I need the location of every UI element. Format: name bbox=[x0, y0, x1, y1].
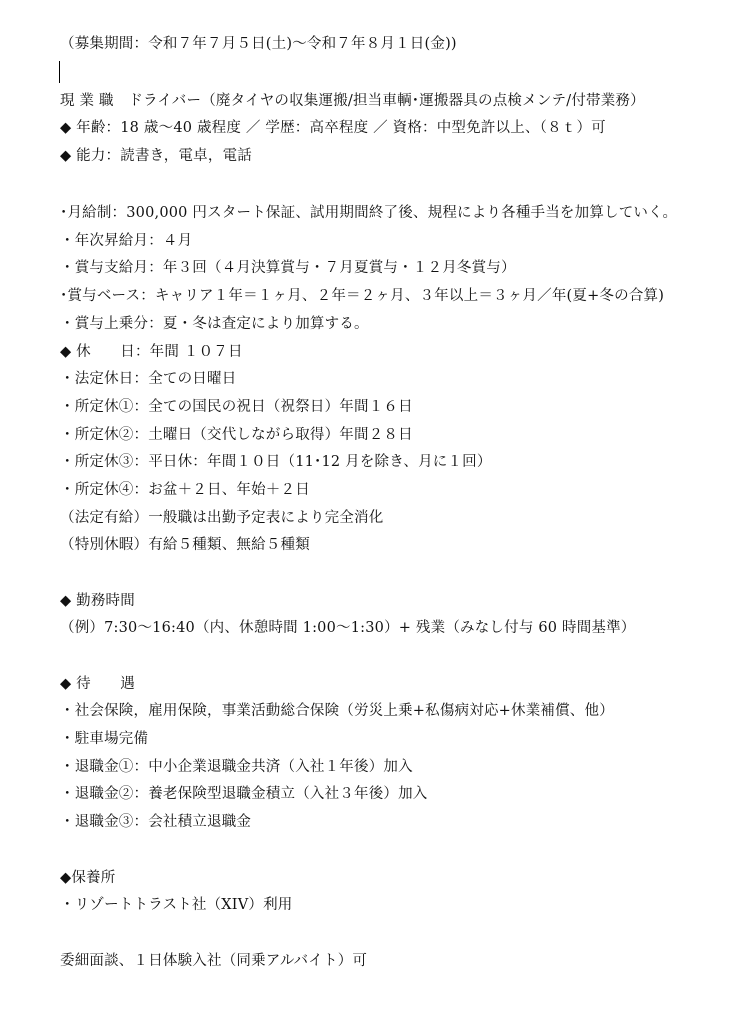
special-leave-line: （特別休暇）有給５種類、無給５種類 bbox=[60, 537, 310, 553]
salary-line: ･月給制：300,000 円スタート保証、試用期間終了後、規程により各種手当を加算していく。 bbox=[60, 205, 678, 221]
job-title-line: 現 業 職 ドライバー（廃タイヤの収集運搬/担当車輌･運搬器具の点検メンテ/付帯業務） bbox=[60, 93, 645, 109]
requirements-line: ◆ 年齢：18 歳～40 歳程度 ／ 学歴：高卒程度 ／ 資格：中型免許以上、（８ｔ）可 bbox=[60, 120, 606, 136]
skills-line: ◆ 能力：読書き，電卓，電話 bbox=[60, 148, 252, 164]
benefit-item: ・退職金③：会社積立退職金 bbox=[60, 814, 252, 830]
holiday-item: ・所定休②：土曜日（交代しながら取得）年間２８日 bbox=[60, 427, 413, 443]
work-hours-heading: ◆ 勤務時間 bbox=[60, 593, 135, 609]
benefit-item: ・退職金②：養老保険型退職金積立（入社３年後）加入 bbox=[60, 786, 428, 802]
paid-leave-line: （法定有給）一般職は出勤予定表により完全消化 bbox=[60, 510, 384, 526]
holiday-item: ・所定休③：平日休：年間１０日（11･12 月を除き、月に１回） bbox=[60, 454, 492, 470]
text-cursor bbox=[59, 61, 60, 83]
holiday-item: ・法定休日：全ての日曜日 bbox=[60, 371, 237, 387]
holidays-heading: ◆ 休 日：年間 １０７日 bbox=[60, 344, 243, 360]
benefit-item: ・退職金①：中小企業退職金共済（入社１年後）加入 bbox=[60, 759, 413, 775]
holiday-item: ・所定休④：お盆＋２日、年始＋２日 bbox=[60, 482, 310, 498]
benefits-heading: ◆ 待 遇 bbox=[60, 676, 135, 692]
bonus-addition-line: ・賞与上乗分：夏・冬は査定により加算する。 bbox=[60, 316, 369, 332]
bonus-base-line: ･賞与ベース：キャリア１年＝１ヶ月、２年＝２ヶ月、３年以上＝３ヶ月／年(夏+冬の合算) bbox=[60, 288, 665, 304]
benefit-item: ・社会保険，雇用保険，事業活動総合保険（労災上乗+私傷病対応+休業補償、他） bbox=[60, 703, 614, 719]
resort-item: ・リゾートトラスト社（XIV）利用 bbox=[60, 897, 293, 913]
bonus-month-line: ・賞与支給月：年３回（４月決算賞与・７月夏賞与・１２月冬賞与） bbox=[60, 260, 516, 276]
resort-heading: ◆保養所 bbox=[60, 870, 116, 886]
closing-note: 委細面談、１日体験入社（同乗アルバイト）可 bbox=[60, 953, 368, 969]
recruitment-period: （募集期間：令和７年７月５日(土)～令和７年８月１日(金)) bbox=[60, 36, 457, 52]
work-hours-example: （例）7:30～16:40（内、休憩時間 1:00～1:30）+ 残業（みなし付与 60 時間基準） bbox=[60, 620, 636, 636]
raise-month-line: ・年次昇給月：４月 bbox=[60, 233, 193, 249]
holiday-item: ・所定休①：全ての国民の祝日（祝祭日）年間１６日 bbox=[60, 399, 413, 415]
benefit-item: ・駐車場完備 bbox=[60, 731, 149, 747]
